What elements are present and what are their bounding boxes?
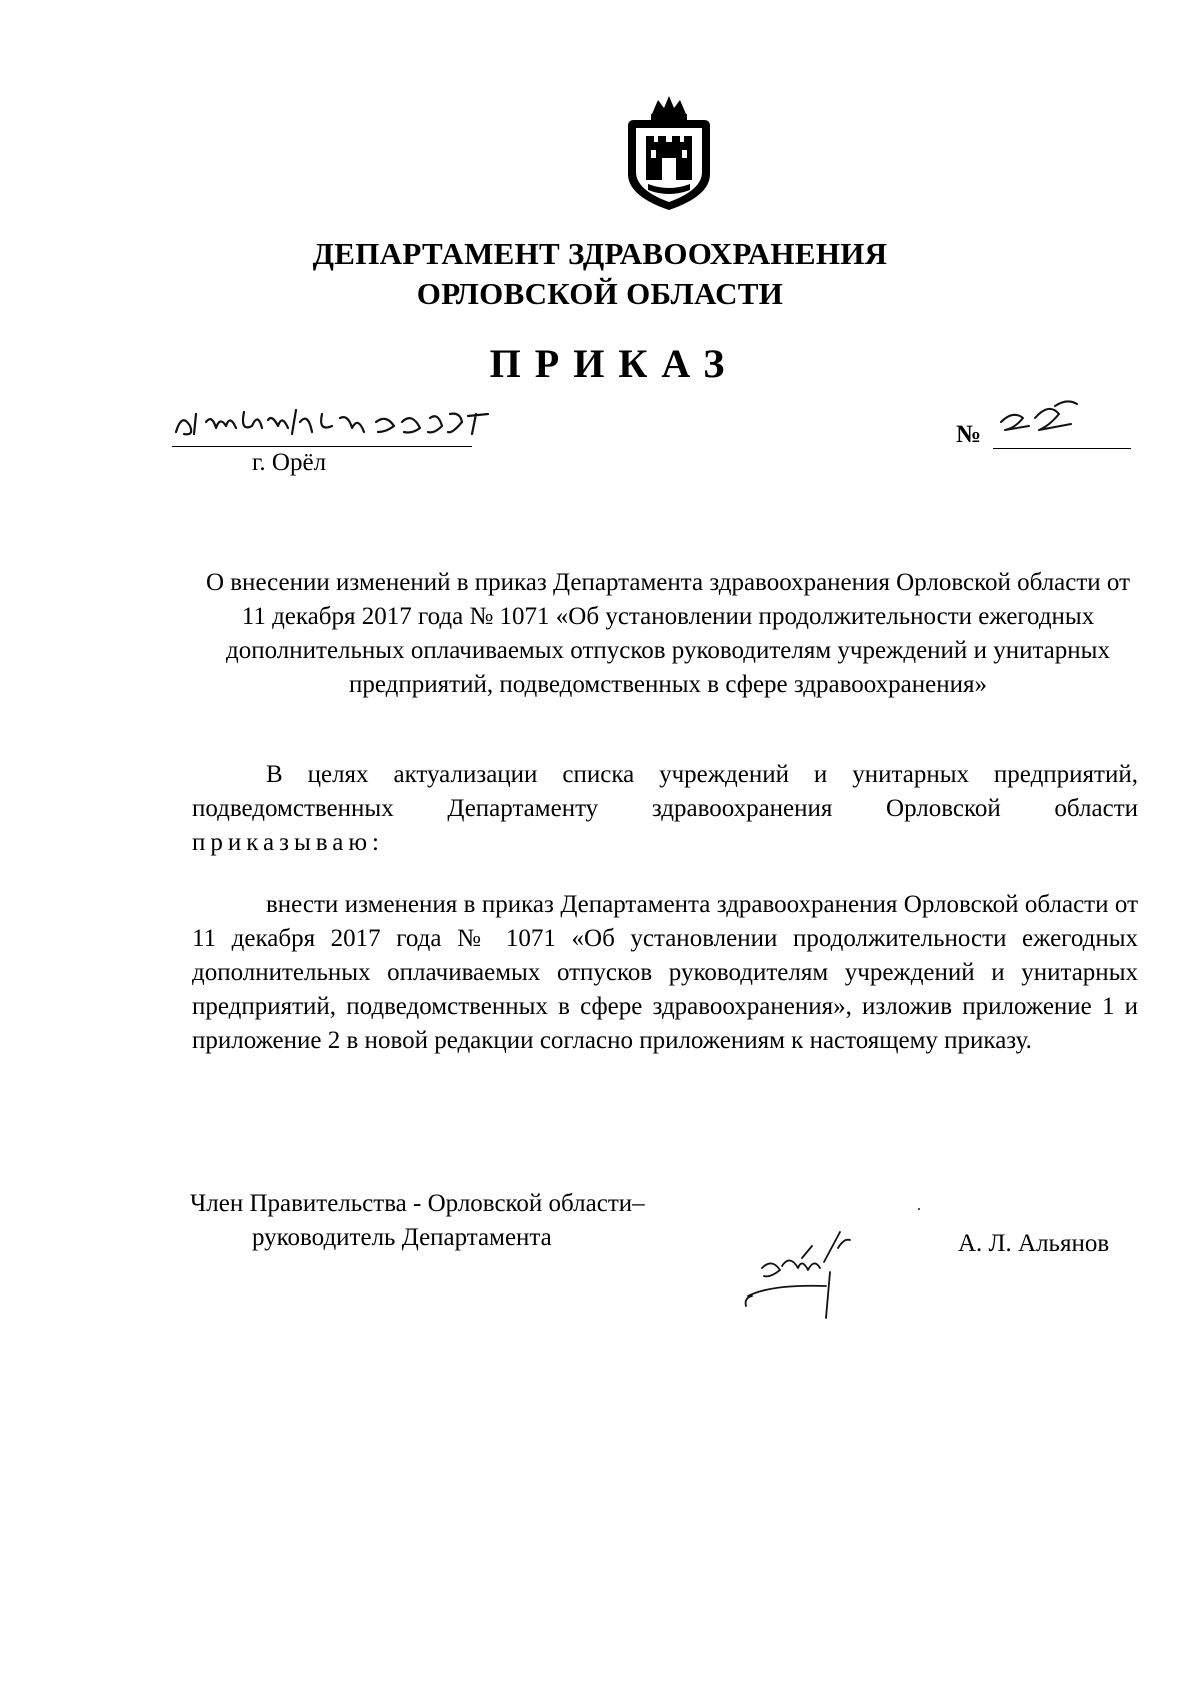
signatory-title-line1: Член Правительства - Орловской области–: [190, 1190, 645, 1217]
signatory-title-line2: руководитель Департамента: [252, 1224, 552, 1251]
number-label: №: [956, 421, 982, 448]
date-underline: [172, 446, 472, 447]
directive-paragraph: внести изменения в приказ Департамента здравоохранения Орловской области от 11 декабря 2017 года № 1071 «Об установлении продолжительности ежегодных дополнительных оплачиваемых отпусков руководителям учреждений и унитарных предприятий, подведомственных в сфере здравоохранения», изложив приложение 1 и приложение 2 в новой редакции согласно приложениям к настоящему приказу.: [192, 891, 1138, 1054]
preamble-paragraph: [192, 758, 1138, 860]
scan-speck: [918, 1208, 920, 1210]
number-underline: [993, 448, 1131, 449]
order-word: приказываю:: [192, 829, 384, 856]
organization-name-line1: ДЕПАРТАМЕНТ ЗДРАВООХРАНЕНИЯ: [312, 236, 888, 271]
handwritten-number: [995, 388, 1095, 436]
document-type-title: ПРИКАЗ: [489, 341, 739, 386]
order-subject: О внесении изменений в приказ Департамента здравоохранения Орловской области от 11 декабря 2017 года № 1071 «Об установлении продолжительности ежегодных дополнительных оплачиваемых отпусков руководителям учреждений и унитарных предприятий, подведомственных в сфере здравоохранения»: [205, 569, 1131, 698]
organization-name-line2: ОРЛОВСКОЙ ОБЛАСТИ: [416, 276, 784, 311]
organization-name: [0, 234, 1200, 314]
coat-of-arms-icon: [618, 92, 720, 214]
signatory-name: А. Л. Альянов: [958, 1230, 1110, 1257]
preamble-text: В целях актуализации списка учреждений и унитарных предприятий, подведомственных Департаменту здравоохранения Орловской области: [192, 761, 1138, 822]
city-label: г. Орёл: [252, 449, 327, 476]
handwritten-signature: [742, 1218, 912, 1330]
handwritten-date: [172, 392, 512, 444]
